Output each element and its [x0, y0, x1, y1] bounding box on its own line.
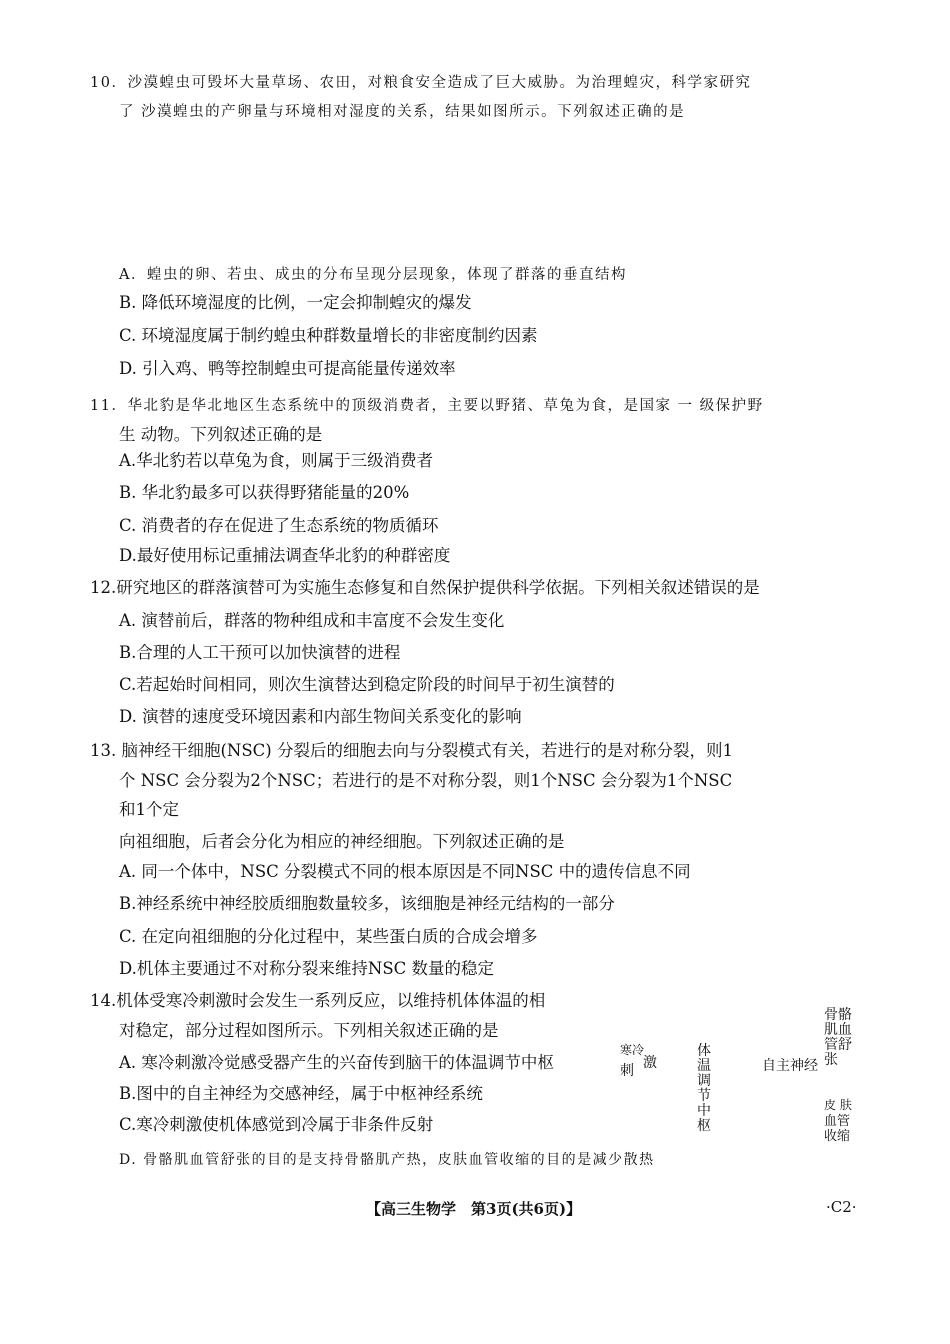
- q10-option-c: C. 环境湿度属于制约蝗虫种群数量增长的非密度制约因素: [119, 326, 538, 345]
- q10-option-b: B. 降低环境湿度的比例，一定会抑制蝗灾的爆发: [119, 293, 472, 312]
- q13-stem-line3: 和1个定: [119, 800, 179, 819]
- q11-stem-line2: 生 动物。下列叙述正确的是: [119, 425, 323, 444]
- q10-option-d: D. 引入鸡、鸭等控制蝗虫可提高能量传递效率: [119, 359, 456, 378]
- q11-option-d: D.最好使用标记重捕法调查华北豹的种群密度: [119, 546, 451, 565]
- q14-option-c: C.寒冷刺激使机体感觉到冷属于非条件反射: [119, 1115, 434, 1134]
- q10-stem-line2: 了 沙漠蝗虫的产卵量与环境相对湿度的关系，结果如图所示。下列叙述正确的是: [119, 104, 686, 120]
- page-footer-title: 【高三生物学 第3页(共6页)】: [366, 1200, 582, 1218]
- diagram-thermoregulation-center: 体温调节中枢: [697, 1043, 711, 1134]
- q10-stem-line1: 10．沙漠蝗虫可毁坏大量草场、农田，对粮食安全造成了巨大威胁。为治理蝗灾，科学家研究: [90, 75, 752, 91]
- diagram-stimulus-char: 刺: [620, 1063, 634, 1079]
- q13-stem-line2: 个 NSC 会分裂为2个NSC；若进行的是不对称分裂，则1个NSC 会分裂为1个NSC: [119, 771, 733, 790]
- q12-option-c: C.若起始时间相同，则次生演替达到稳定阶段的时间早于初生演替的: [119, 675, 615, 694]
- diagram-cold-label: 寒冷: [620, 1043, 645, 1057]
- q14-option-b: B.图中的自主神经为交感神经，属于中枢神经系统: [119, 1084, 483, 1103]
- q13-stem-line4: 向祖细胞，后者会分化为相应的神经细胞。下列叙述正确的是: [119, 832, 565, 851]
- diagram-skin-label: 皮 肤: [824, 1098, 852, 1112]
- q13-option-d: D.机体主要通过不对称分裂来维持NSC 数量的稳定: [119, 959, 494, 978]
- q12-option-d: D. 演替的速度受环境因素和内部生物间关系变化的影响: [119, 707, 522, 726]
- q14-stem-line2: 对稳定，部分过程如图所示。下列相关叙述正确的是: [119, 1021, 499, 1040]
- q13-option-a: A. 同一个体中，NSC 分裂模式不同的根本原因是不同NSC 中的遗传信息不同: [119, 862, 691, 881]
- page-footer-code: ·C2·: [826, 1198, 857, 1216]
- q13-option-c: C. 在定向祖细胞的分化过程中，某些蛋白质的合成会增多: [119, 927, 538, 946]
- diagram-autonomic-nerve: 自主神经: [762, 1058, 818, 1074]
- q12-option-b: B.合理的人工干预可以加快演替的进程: [119, 643, 401, 662]
- q12-option-a: A. 演替前后，群落的物种组成和丰富度不会发生变化: [119, 611, 505, 630]
- diagram-stimulus-label: 激: [643, 1055, 657, 1071]
- q14-option-a: A. 寒冷刺激冷觉感受器产生的兴奋传到脑干的体温调节中枢: [119, 1053, 554, 1072]
- q10-option-a: A．蝗虫的卵、若虫、成虫的分布呈现分层现象，体现了群落的垂直结构: [119, 267, 627, 283]
- q11-option-b: B. 华北豹最多可以获得野猪能量的20%: [119, 483, 410, 502]
- q11-option-a: A.华北豹若以草兔为食，则属于三级消费者: [119, 451, 434, 470]
- q14-stem-line1: 14.机体受寒冷刺激时会发生一系列反应，以维持机体体温的相: [90, 991, 546, 1010]
- q14-option-d: D. 骨骼肌血管舒张的目的是支持骨骼肌产热，皮肤血管收缩的目的是减少散热: [119, 1152, 655, 1168]
- q13-stem-line1: 13. 脑神经干细胞(NSC) 分裂后的细胞去向与分裂模式有关，若进行的是对称分裂，则1: [90, 741, 733, 760]
- diagram-skin-vessel: 血管收缩: [824, 1114, 851, 1144]
- q13-option-b: B.神经系统中神经胶质细胞数量较多，该细胞是神经元结构的一部分: [119, 894, 615, 913]
- q11-option-c: C. 消费者的存在促进了生态系统的物质循环: [119, 516, 439, 535]
- q12-stem: 12.研究地区的群落演替可为实施生态修复和自然保护提供科学依据。下列相关叙述错误的是: [90, 578, 760, 597]
- diagram-muscle-vessel: 骨骼肌血管舒张: [824, 1007, 852, 1068]
- q11-stem-line1: 11．华北豹是华北地区生态系统中的顶级消费者，主要以野猪、草兔为食，是国家 一 级保护野: [90, 398, 764, 414]
